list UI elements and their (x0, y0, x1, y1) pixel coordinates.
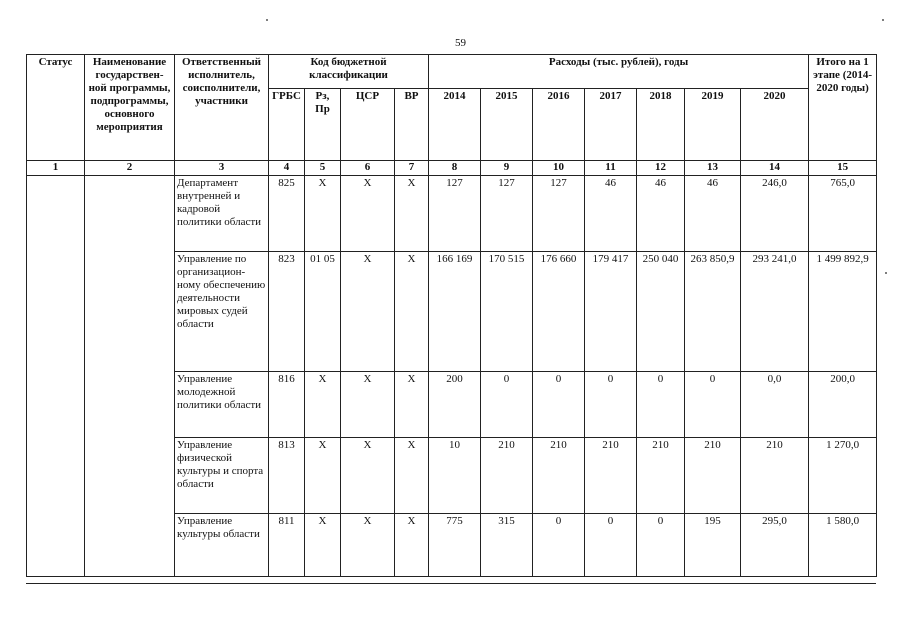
column-number: 12 (637, 161, 685, 176)
rzpr-cell: Х (305, 372, 341, 438)
column-number: 3 (175, 161, 269, 176)
vr-cell: Х (395, 514, 429, 577)
expenses-table (26, 54, 877, 577)
total-cell: 1 580,0 (809, 514, 877, 577)
column-number: 8 (429, 161, 481, 176)
value-cell: 0 (481, 372, 533, 438)
page-number: 59 (455, 37, 466, 49)
header-rzpr: Рз, Пр (305, 89, 341, 161)
vr-cell: Х (395, 176, 429, 252)
column-number: 14 (741, 161, 809, 176)
csr-cell: Х (341, 438, 395, 514)
header-budget-code: Код бюджетной классификации (269, 55, 429, 89)
rzpr-cell: Х (305, 438, 341, 514)
value-cell: 0 (585, 372, 637, 438)
header-total: Итого на 1 этапе (2014-2020 годы) (809, 55, 877, 161)
value-cell: 210 (481, 438, 533, 514)
total-cell: 200,0 (809, 372, 877, 438)
total-cell: 1 270,0 (809, 438, 877, 514)
header-year: 2019 (685, 89, 741, 161)
value-cell: 775 (429, 514, 481, 577)
header-expenses: Расходы (тыс. рублей), годы (429, 55, 809, 89)
status-cell (27, 176, 85, 577)
value-cell: 293 241,0 (741, 252, 809, 372)
scan-speck (882, 19, 884, 21)
column-number: 13 (685, 161, 741, 176)
table-row (27, 176, 877, 252)
column-number: 6 (341, 161, 395, 176)
grbs-cell: 811 (269, 514, 305, 577)
header-year: 2014 (429, 89, 481, 161)
value-cell: 0,0 (741, 372, 809, 438)
executor-cell: Департамент внутренней и кадровой политики области (175, 176, 269, 252)
value-cell: 210 (533, 438, 585, 514)
value-cell: 210 (585, 438, 637, 514)
scan-speck (885, 272, 887, 274)
value-cell: 179 417 (585, 252, 637, 372)
value-cell: 250 040 (637, 252, 685, 372)
csr-cell: Х (341, 252, 395, 372)
grbs-cell: 816 (269, 372, 305, 438)
column-number: 10 (533, 161, 585, 176)
value-cell: 315 (481, 514, 533, 577)
header-year: 2020 (741, 89, 809, 161)
header-name: Наименование государствен-ной программы, подпрограммы, основного мероприятия (85, 55, 175, 161)
value-cell: 210 (637, 438, 685, 514)
vr-cell: Х (395, 372, 429, 438)
value-cell: 0 (533, 514, 585, 577)
grbs-cell: 823 (269, 252, 305, 372)
executor-cell: Управление физической культуры и спорта области (175, 438, 269, 514)
scan-speck (266, 19, 268, 21)
header-year: 2018 (637, 89, 685, 161)
value-cell: 263 850,9 (685, 252, 741, 372)
value-cell: 176 660 (533, 252, 585, 372)
rzpr-cell: Х (305, 514, 341, 577)
column-number: 15 (809, 161, 877, 176)
value-cell: 127 (481, 176, 533, 252)
grbs-cell: 825 (269, 176, 305, 252)
column-number: 11 (585, 161, 637, 176)
header-year: 2016 (533, 89, 585, 161)
column-number: 7 (395, 161, 429, 176)
header-vr: ВР (395, 89, 429, 161)
value-cell: 210 (685, 438, 741, 514)
csr-cell: Х (341, 176, 395, 252)
page-bottom-rule (26, 583, 876, 584)
value-cell: 46 (585, 176, 637, 252)
value-cell: 210 (741, 438, 809, 514)
value-cell: 46 (637, 176, 685, 252)
value-cell: 246,0 (741, 176, 809, 252)
executor-cell: Управление молодежной политики области (175, 372, 269, 438)
value-cell: 0 (533, 372, 585, 438)
column-number: 5 (305, 161, 341, 176)
rzpr-cell: 01 05 (305, 252, 341, 372)
value-cell: 295,0 (741, 514, 809, 577)
value-cell: 166 169 (429, 252, 481, 372)
value-cell: 0 (637, 372, 685, 438)
value-cell: 0 (685, 372, 741, 438)
column-number: 9 (481, 161, 533, 176)
value-cell: 200 (429, 372, 481, 438)
vr-cell: Х (395, 438, 429, 514)
value-cell: 170 515 (481, 252, 533, 372)
grbs-cell: 813 (269, 438, 305, 514)
total-cell: 765,0 (809, 176, 877, 252)
header-grbs: ГРБС (269, 89, 305, 161)
value-cell: 10 (429, 438, 481, 514)
csr-cell: Х (341, 372, 395, 438)
executor-cell: Управление культуры области (175, 514, 269, 577)
value-cell: 46 (685, 176, 741, 252)
rzpr-cell: Х (305, 176, 341, 252)
value-cell: 127 (533, 176, 585, 252)
value-cell: 0 (585, 514, 637, 577)
vr-cell: Х (395, 252, 429, 372)
header-year: 2015 (481, 89, 533, 161)
column-number: 1 (27, 161, 85, 176)
csr-cell: Х (341, 514, 395, 577)
executor-cell: Управление по организацион-ному обеспечению деятельности мировых судей области (175, 252, 269, 372)
header-status: Статус (27, 55, 85, 161)
header-responsible: Ответственный исполнитель, соисполнители, участники (175, 55, 269, 161)
value-cell: 195 (685, 514, 741, 577)
column-number: 2 (85, 161, 175, 176)
value-cell: 127 (429, 176, 481, 252)
total-cell: 1 499 892,9 (809, 252, 877, 372)
header-year: 2017 (585, 89, 637, 161)
column-number: 4 (269, 161, 305, 176)
column-number-row (27, 161, 877, 176)
value-cell: 0 (637, 514, 685, 577)
program-name-cell (85, 176, 175, 577)
header-csr: ЦСР (341, 89, 395, 161)
